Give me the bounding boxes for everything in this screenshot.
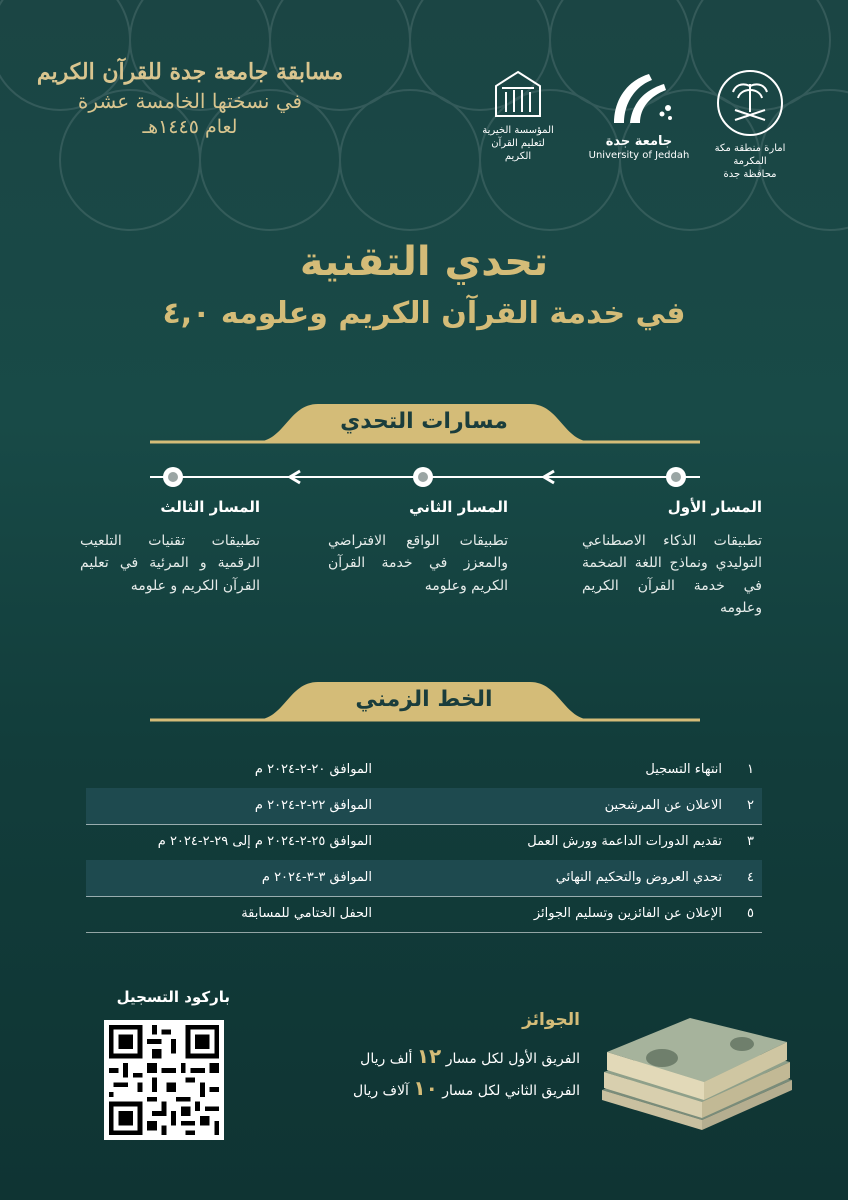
timeline-row (86, 860, 762, 897)
timeline-heading: الخط الزمني (355, 687, 493, 712)
track-1-desc: تطبيقات الذكاء الاصطناعي التوليدي ونماذج اللغة الضخمة في خدمة القرآن الكريم وعلومه (582, 533, 762, 617)
competition-header (20, 58, 360, 140)
money-stack-icon (592, 1000, 802, 1130)
row-date: الموافق ٢٢-٢-٢٠٢٤ م (254, 798, 372, 813)
title-line-1: تحدي التقنية (299, 239, 549, 285)
row-number: ٣ (747, 834, 754, 849)
track-3 (80, 498, 260, 597)
track-1-title: المسار الأول (667, 498, 762, 516)
registration-qr-code[interactable] (104, 1020, 224, 1140)
track-3-title: المسار الثالث (160, 498, 260, 516)
row-date: الموافق ٢٥-٢-٢٠٢٤ م إلى ٢٩-٢-٢٠٢٤ م (157, 834, 372, 849)
timeline-row (86, 896, 762, 933)
track-3-dot (163, 467, 183, 487)
first-prize-unit: ألف ريال (360, 1051, 413, 1067)
first-prize-label: الفريق الأول لكل مسار (445, 1051, 580, 1067)
university-emblem-icon (594, 68, 684, 130)
second-prize-unit: آلاف ريال (353, 1083, 409, 1099)
track-2-desc: تطبيقات الواقع الافتراضي والمعزز في خدمة القرآن الكريم وعلومه (328, 533, 508, 594)
track-1 (582, 498, 762, 620)
second-prize-label: الفريق الثاني لكل مسار (442, 1083, 580, 1099)
tracks-heading: مسارات التحدي (340, 409, 508, 434)
competition-name: مسابقة جامعة جدة للقرآن الكريم (36, 59, 344, 85)
foundation-logo (478, 68, 558, 163)
track-2-dot (413, 467, 433, 487)
track-2-title: المسار الثاني (409, 498, 508, 516)
second-prize (300, 1072, 580, 1104)
competition-year: لعام ١٤٤٥هـ (142, 115, 238, 138)
row-number: ١ (747, 762, 754, 777)
row-date: الحفل الختامي للمسابقة (241, 906, 372, 921)
track-2 (328, 498, 508, 597)
university-logo (584, 68, 694, 162)
row-event: تقديم الدورات الداعمة وورش العمل (527, 834, 722, 849)
row-number: ٥ (747, 906, 754, 921)
timeline-row (86, 752, 762, 789)
prizes (300, 1010, 580, 1104)
first-prize-amount: ١٢ (416, 1044, 442, 1068)
row-number: ٢ (747, 798, 754, 813)
foundation-name: المؤسسة الخيرية لتعليم القرآن الكريم (482, 125, 554, 162)
row-date: الموافق ٣-٣-٢٠٢٤ م (261, 870, 372, 885)
emirate-name: امارة منطقة مكة المكرمة (714, 143, 786, 167)
governorate-name: محافظة جدة (723, 169, 777, 180)
emirate-logo (700, 68, 800, 181)
timeline-row (86, 788, 762, 825)
chevron-left-icon (286, 469, 304, 485)
second-prize-amount: ١٠ (413, 1076, 438, 1100)
track-3-desc: تطبيقات تقنيات التلعيب الرقمية و المرئية في تعليم القرآن الكريم و علومه (80, 533, 260, 594)
timeline-row (86, 824, 762, 861)
chevron-left-icon (540, 469, 558, 485)
qr-label: باركود التسجيل (116, 988, 230, 1006)
university-name-en: University of Jeddah (588, 150, 690, 161)
foundation-emblem-icon (488, 68, 548, 120)
competition-edition: في نسختها الخامسة عشرة (77, 88, 303, 113)
prizes-heading: الجوائز (522, 1010, 580, 1030)
row-event: الاعلان عن المرشحين (604, 798, 722, 813)
row-number: ٤ (747, 870, 754, 885)
palm-swords-emblem-icon (715, 68, 785, 138)
row-event: انتهاء التسجيل (645, 762, 722, 777)
main-title (0, 238, 848, 333)
row-date: الموافق ٢٠-٢-٢٠٢٤ م (254, 762, 372, 777)
title-line-2: في خدمة القرآن الكريم وعلومه ٤,٠ (162, 296, 686, 331)
row-event: تحدي العروض والتحكيم النهائي (555, 870, 722, 885)
track-1-dot (666, 467, 686, 487)
first-prize (300, 1040, 580, 1072)
row-event: الإعلان عن الفائزين وتسليم الجوائز (533, 906, 722, 921)
university-name-ar: جامعة جدة (605, 134, 673, 149)
